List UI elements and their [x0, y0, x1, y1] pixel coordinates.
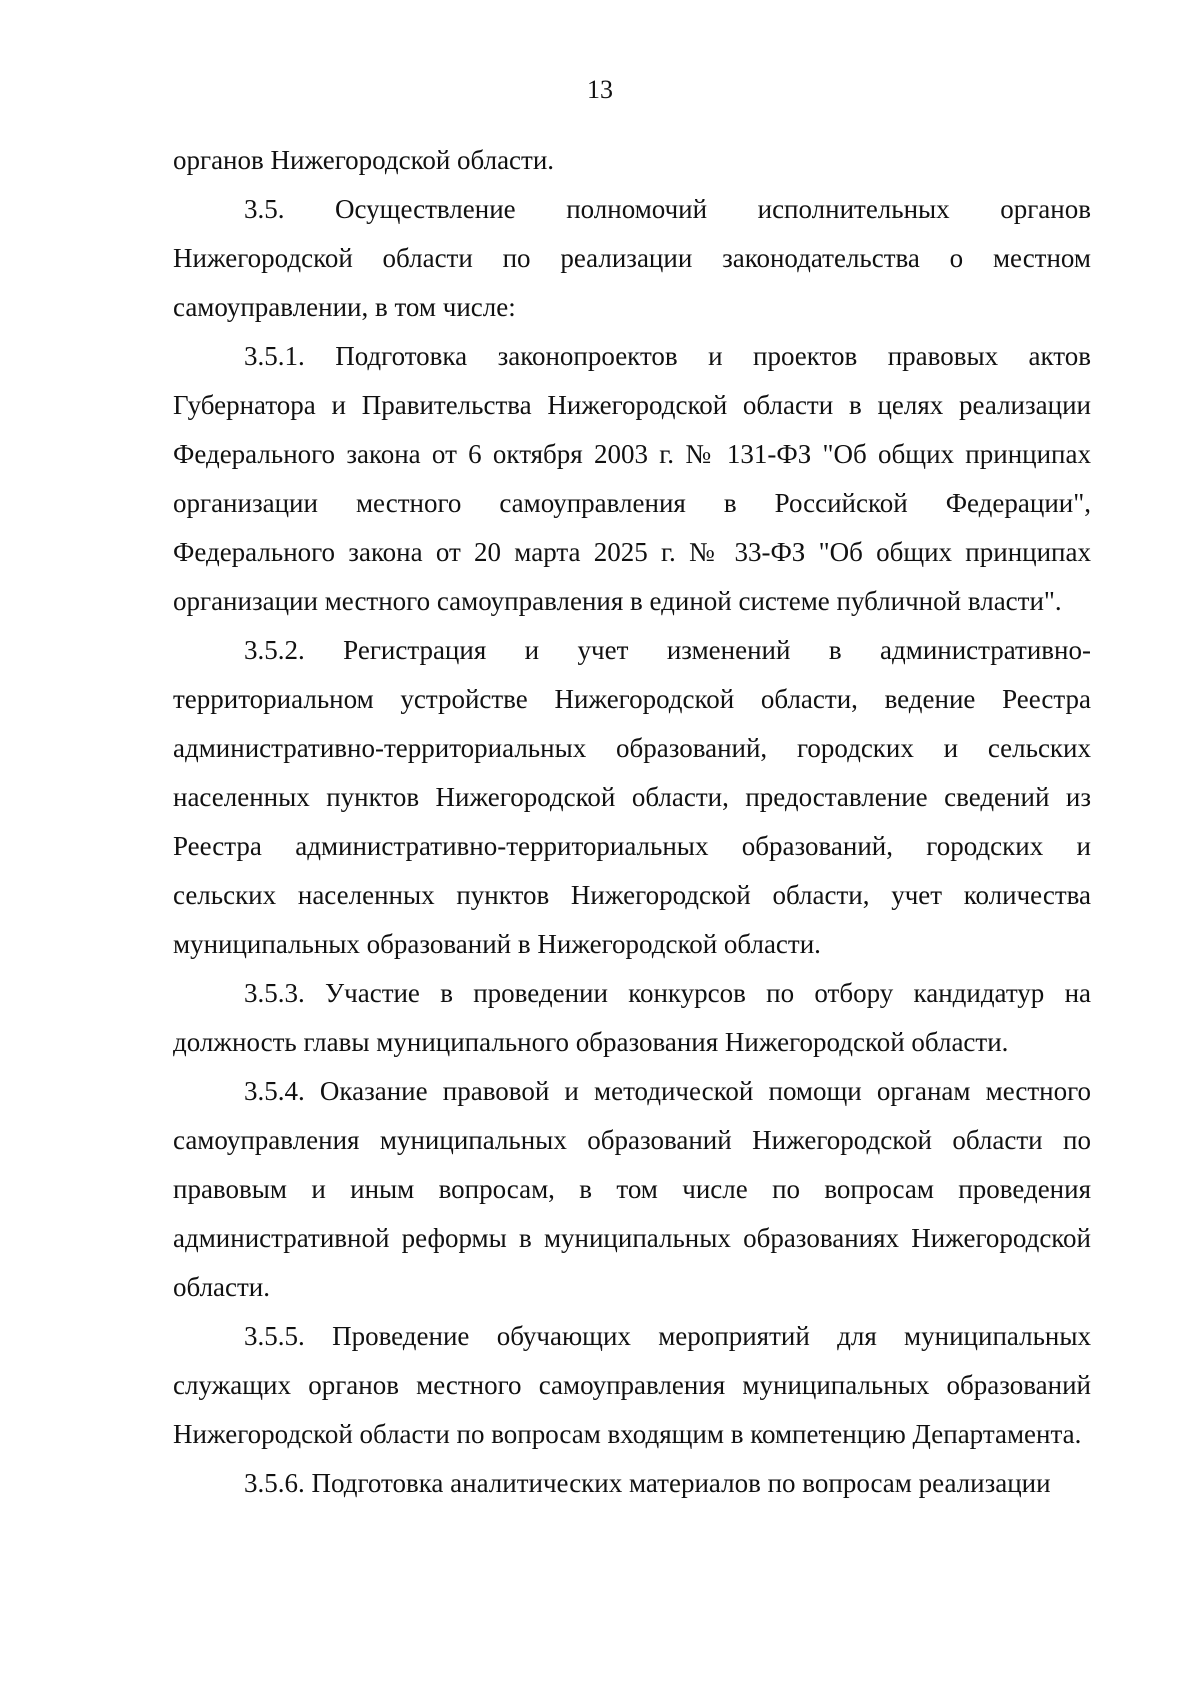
- paragraph-3-5-4: 3.5.4. Оказание правовой и методической помощи органам местного самоуправления муниципальных образований Нижегородской области по правовым и иным вопросам, в том числе по вопросам проведения административной реформы в муниципальных образованиях Нижегородской области.: [173, 1076, 1091, 1302]
- paragraph-3-5: 3.5. Осуществление полномочий исполнительных органов Нижегородской области по реализации законодательства о местном самоуправлении, в том числе:: [173, 194, 1091, 322]
- paragraph-3-5-1: 3.5.1. Подготовка законопроектов и проектов правовых актов Губернатора и Правительства Нижегородской области в целях реализации Федерального закона от 6 октября 2003 г. № 131-ФЗ "Об общих принципах организации местного самоуправления в Российской Федерации", Федерального закона от 20 марта 2025 г. № 33-ФЗ "Об общих принципах организации местного самоуправления в единой системе публичной власти".: [173, 341, 1091, 616]
- paragraph-continuation: органов Нижегородской области.: [173, 145, 555, 175]
- paragraph-3-5-2: 3.5.2. Регистрация и учет изменений в административно-территориальном устройстве Нижегородской области, ведение Реестра административно-территориальных образований, городских и сельских населенных пунктов Нижегородской области, предоставление сведений из Реестра административно-территориальных образований, городских и сельских населенных пунктов Нижегородской области, учет количества муниципальных образований в Нижегородской области.: [173, 635, 1091, 959]
- document-body: [173, 136, 1091, 1508]
- paragraph-3-5-3: 3.5.3. Участие в проведении конкурсов по отбору кандидатур на должность главы муниципального образования Нижегородской области.: [173, 978, 1091, 1057]
- paragraph-3-5-5: 3.5.5. Проведение обучающих мероприятий для муниципальных служащих органов местного самоуправления муниципальных образований Нижегородской области по вопросам входящим в компетенцию Департамента.: [173, 1321, 1091, 1449]
- paragraph-3-5-6: 3.5.6. Подготовка аналитических материалов по вопросам реализации: [244, 1468, 1051, 1498]
- page-number: 13: [587, 75, 613, 104]
